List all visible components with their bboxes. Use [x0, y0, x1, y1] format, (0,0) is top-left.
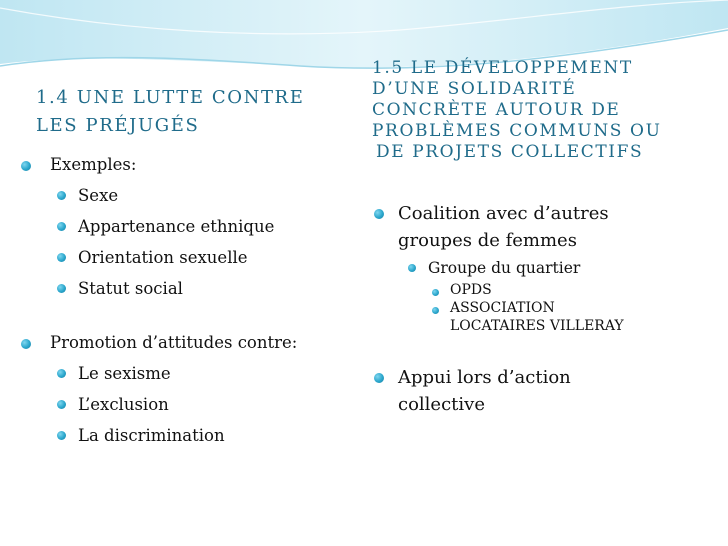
- list-item: [372, 200, 722, 254]
- heading-line: 1.4 UNE LUTTE CONTRE: [36, 87, 305, 108]
- list-item: [372, 364, 722, 418]
- list-subitem: L’exclusion: [18, 389, 348, 420]
- list-subsubitem-line: ASSOCIATION: [450, 300, 555, 316]
- list-subitem: Groupe du quartier: [372, 254, 722, 282]
- left-column-content: [18, 150, 348, 451]
- list-subsubitem: [372, 280, 722, 300]
- left-column-heading: [36, 84, 346, 140]
- list-subitem: Appartenance ethnique: [18, 211, 348, 242]
- list-subsubitem: [372, 298, 722, 336]
- heading-line: CONCRÈTE AUTOUR DE: [372, 100, 621, 120]
- list-item-line: groupes de femmes: [398, 230, 577, 251]
- list-subitem: Le sexisme: [18, 358, 348, 389]
- spacer: [18, 304, 348, 328]
- list-subsubitem-line: LOCATAIRES VILLERAY: [450, 318, 624, 334]
- list-subitem: Statut social: [18, 273, 348, 304]
- list-item: Exemples:: [18, 150, 348, 180]
- list-subitem: Orientation sexuelle: [18, 242, 348, 273]
- list-subitem: La discrimination: [18, 420, 348, 451]
- heading-line: 1.5 LE DÉVELOPPEMENT: [372, 58, 633, 78]
- spacer: [372, 336, 722, 364]
- list-item-line: collective: [398, 394, 485, 415]
- list-subitem: Sexe: [18, 180, 348, 211]
- list-subsubitem-line: OPDS: [450, 282, 492, 298]
- heading-line: PROBLÈMES COMMUNS OU: [372, 121, 662, 141]
- heading-line: LES PRÉJUGÉS: [36, 115, 200, 136]
- right-column-content: [372, 200, 722, 418]
- heading-line: D’UNE SOLIDARITÉ: [372, 79, 577, 99]
- list-item: Promotion d’attitudes contre:: [18, 328, 348, 358]
- list-item-line: Appui lors d’action: [398, 367, 571, 388]
- heading-line: DE PROJETS COLLECTIFS: [376, 142, 644, 162]
- right-column-heading: [372, 58, 722, 163]
- list-item-line: Coalition avec d’autres: [398, 203, 609, 224]
